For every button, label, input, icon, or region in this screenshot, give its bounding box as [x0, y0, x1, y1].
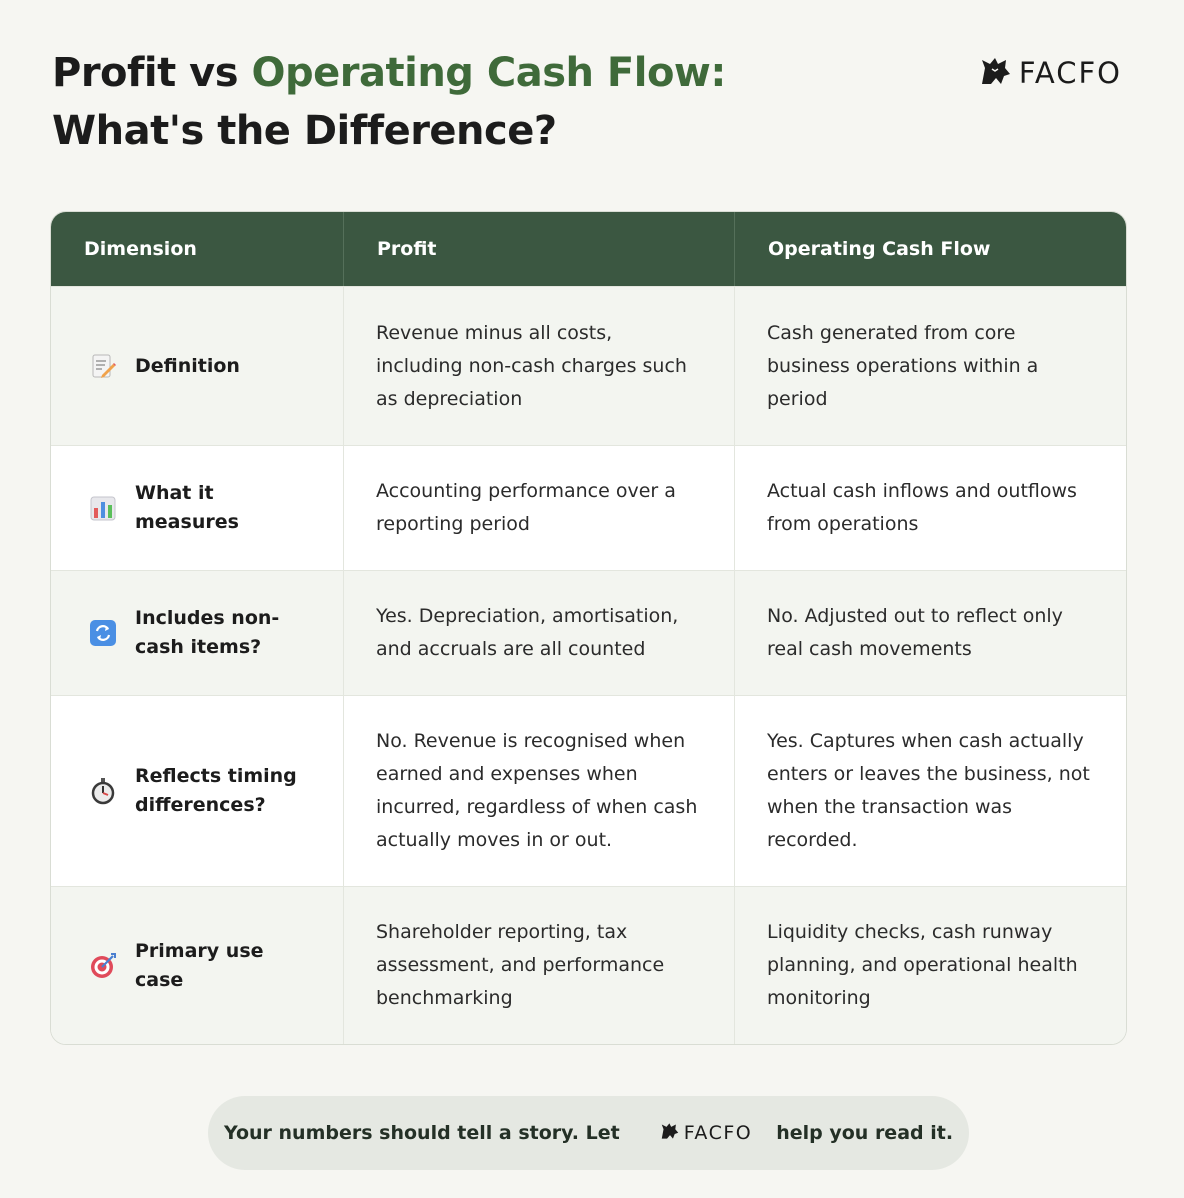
table-row	[51, 286, 1126, 445]
footer-brand-name: FACFO	[683, 1122, 753, 1144]
profit-cell: Yes. Depreciation, amortisation, and accruals are all counted	[344, 571, 735, 695]
dimension-label: Reflects timing differences?	[135, 765, 297, 816]
page-title	[52, 44, 726, 160]
dimension-label: Primary use case	[135, 939, 264, 991]
footer-banner	[208, 1096, 969, 1170]
title-part-1: Profit vs	[52, 50, 252, 96]
profit-cell: Shareholder reporting, tax assessment, and performance benchmarking	[344, 887, 735, 1044]
profit-cell: Revenue minus all costs, including non-cash charges such as depreciation	[344, 287, 735, 445]
table-row	[51, 695, 1126, 886]
memo-pencil-icon	[88, 351, 118, 381]
lynx-head-icon	[660, 1121, 680, 1146]
target-dart-icon	[88, 951, 118, 981]
dimension-label: Definition	[135, 354, 240, 377]
cash-flow-cell: Liquidity checks, cash runway planning, and operational health monitoring	[767, 921, 1078, 1009]
cash-flow-cell: Yes. Captures when cash actually enters or leaves the business, not when the transaction was recorded.	[767, 730, 1090, 851]
stopwatch-icon	[88, 776, 118, 806]
dimension-cell	[51, 446, 344, 570]
refresh-arrows-icon	[88, 618, 118, 648]
table-body	[51, 286, 1126, 1044]
brand-name: FACFO	[1018, 56, 1122, 90]
header-cash-flow: Operating Cash Flow	[768, 238, 991, 260]
title-accent: Operating Cash Flow:	[251, 50, 726, 96]
profit-cell: Accounting performance over a reporting period	[344, 446, 735, 570]
footer-logo	[660, 1121, 753, 1146]
comparison-table	[50, 211, 1127, 1045]
dimension-cell	[51, 571, 344, 695]
table-row	[51, 570, 1126, 695]
brand-logo	[979, 54, 1122, 92]
cash-flow-cell: Actual cash inflows and outflows from operations	[767, 480, 1077, 535]
dimension-cell	[51, 887, 344, 1044]
dimension-cell	[51, 287, 344, 445]
profit-cell: No. Revenue is recognised when earned and expenses when incurred, regardless of when cash actually moves in or out.	[344, 696, 735, 886]
title-line-2: What's the Difference?	[52, 108, 557, 154]
lynx-head-icon	[979, 54, 1013, 92]
cash-flow-cell: Cash generated from core business operations within a period	[767, 321, 1039, 410]
dimension-label: What it measures	[135, 482, 239, 533]
title-line-1	[52, 44, 726, 102]
footer-text-before: Your numbers should tell a story. Let	[223, 1122, 620, 1144]
bar-chart-icon	[88, 493, 118, 523]
cash-flow-cell: No. Adjusted out to reflect only real cash movements	[767, 605, 1063, 660]
dimension-cell	[51, 696, 344, 886]
header-dimension: Dimension	[51, 212, 344, 286]
header-profit: Profit	[344, 212, 735, 286]
table-row	[51, 445, 1126, 570]
table-header	[51, 212, 1126, 286]
dimension-label: Includes non-cash items?	[135, 607, 280, 658]
table-row	[51, 886, 1126, 1044]
footer-text-after: help you read it.	[776, 1122, 954, 1144]
